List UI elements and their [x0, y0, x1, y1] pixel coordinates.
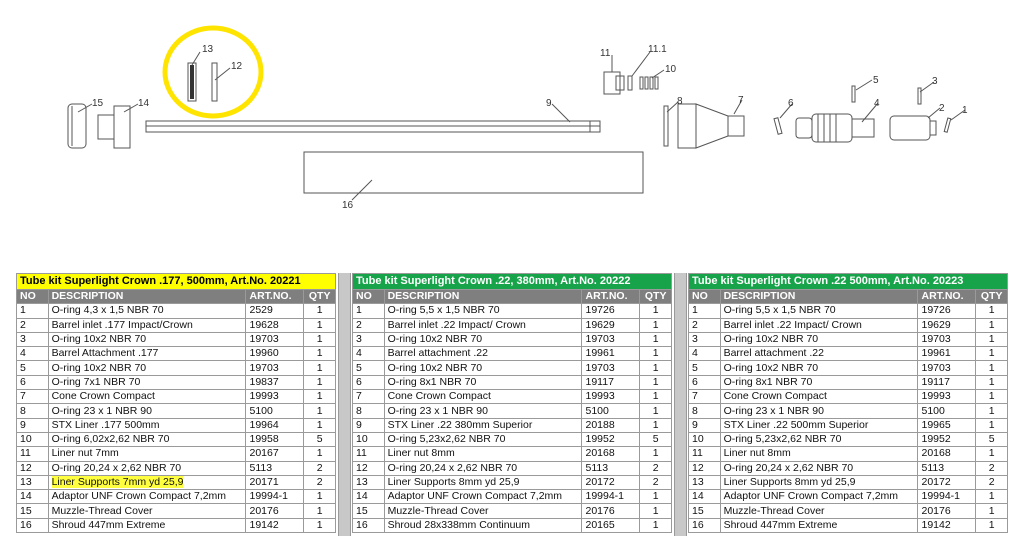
- highlighted-text: Liner Supports 7mm yd 25,9: [51, 476, 184, 488]
- cell-art-no: 19703: [246, 332, 304, 346]
- cell-art-no: 19837: [246, 375, 304, 389]
- col-header-qty: QTY: [976, 290, 1008, 304]
- table-row: [17, 318, 336, 332]
- table-row: [689, 518, 1008, 532]
- table-row: [689, 375, 1008, 389]
- cell-no: 11: [17, 447, 49, 461]
- table-row: [689, 318, 1008, 332]
- table-row: [353, 418, 672, 432]
- cell-description: Cone Crown Compact: [384, 390, 582, 404]
- cell-no: 11: [353, 447, 385, 461]
- cell-art-no: 19993: [918, 390, 976, 404]
- table-row: [689, 347, 1008, 361]
- table-row: [689, 447, 1008, 461]
- cell-qty: 2: [976, 475, 1008, 489]
- table-row: [17, 375, 336, 389]
- cell-art-no: 5113: [246, 461, 304, 475]
- cell-no: 9: [353, 418, 385, 432]
- cell-qty: 1: [976, 361, 1008, 375]
- cell-no: 5: [17, 361, 49, 375]
- cell-art-no: 19629: [918, 318, 976, 332]
- cell-description: [48, 475, 246, 489]
- cell-art-no: 19958: [246, 432, 304, 446]
- cell-no: 5: [353, 361, 385, 375]
- cell-qty: 1: [976, 318, 1008, 332]
- cell-qty: 1: [976, 404, 1008, 418]
- cell-art-no: 19703: [582, 361, 640, 375]
- cell-qty: 1: [640, 404, 672, 418]
- cell-description: O-ring 23 x 1 NBR 90: [384, 404, 582, 418]
- cell-art-no: 19993: [582, 390, 640, 404]
- cell-description: O-ring 23 x 1 NBR 90: [48, 404, 246, 418]
- cell-no: 15: [17, 504, 49, 518]
- table-row: [17, 490, 336, 504]
- cell-qty: 1: [640, 361, 672, 375]
- cell-description: O-ring 10x2 NBR 70: [48, 361, 246, 375]
- table-row: [353, 432, 672, 446]
- cell-description: Shroud 447mm Extreme: [720, 518, 918, 532]
- cell-art-no: 2529: [246, 304, 304, 318]
- col-header-art-no: ART.NO.: [246, 290, 304, 304]
- cell-no: 4: [17, 347, 49, 361]
- cell-qty: 1: [304, 361, 336, 375]
- cell-description: Barrel attachment .22: [720, 347, 918, 361]
- cell-art-no: 19703: [582, 332, 640, 346]
- cell-qty: 5: [304, 432, 336, 446]
- cell-art-no: 19952: [582, 432, 640, 446]
- cell-no: 13: [353, 475, 385, 489]
- cell-no: 1: [17, 304, 49, 318]
- cell-description: O-ring 20,24 x 2,62 NBR 70: [48, 461, 246, 475]
- cell-description: Barrel inlet .22 Impact/ Crown: [384, 318, 582, 332]
- cell-art-no: 19952: [918, 432, 976, 446]
- table-title: Tube kit Superlight Crown .22 500mm, Art.No. 20223: [689, 274, 1008, 290]
- label-13: 13: [202, 44, 214, 55]
- cell-qty: 1: [304, 447, 336, 461]
- label-15: 15: [92, 98, 104, 109]
- cell-no: 8: [689, 404, 721, 418]
- table-title: Tube kit Superlight Crown .22, 380mm, Art.No. 20222: [353, 274, 672, 290]
- cell-no: 16: [689, 518, 721, 532]
- table-row: [17, 361, 336, 375]
- cell-qty: 1: [976, 304, 1008, 318]
- col-header-description: DESCRIPTION: [48, 290, 246, 304]
- parts-table-22-500mm: [688, 273, 1008, 533]
- label-8: 8: [677, 96, 683, 107]
- cell-description: Barrel inlet .22 Impact/ Crown: [720, 318, 918, 332]
- cell-qty: 1: [976, 332, 1008, 346]
- table-row: [17, 332, 336, 346]
- label-3: 3: [932, 76, 938, 87]
- cell-qty: 1: [976, 518, 1008, 532]
- cell-art-no: 19142: [918, 518, 976, 532]
- cell-description: Adaptor UNF Crown Compact 7,2mm: [384, 490, 582, 504]
- cell-art-no: 19965: [918, 418, 976, 432]
- cell-art-no: 19726: [918, 304, 976, 318]
- cell-qty: 5: [976, 432, 1008, 446]
- cell-art-no: 19726: [582, 304, 640, 318]
- cell-description: O-ring 10x2 NBR 70: [384, 332, 582, 346]
- label-12: 12: [231, 61, 243, 72]
- part-12: [212, 63, 217, 101]
- cell-art-no: 20176: [918, 504, 976, 518]
- cell-description: O-ring 5,5 x 1,5 NBR 70: [384, 304, 582, 318]
- cell-no: 1: [353, 304, 385, 318]
- cell-qty: 1: [976, 418, 1008, 432]
- label-4: 4: [874, 98, 880, 109]
- cell-qty: 2: [640, 475, 672, 489]
- cell-description: O-ring 10x2 NBR 70: [720, 361, 918, 375]
- cell-description: O-ring 23 x 1 NBR 90: [720, 404, 918, 418]
- part-7: [678, 104, 744, 148]
- part-9: [146, 121, 600, 132]
- table-row: [689, 404, 1008, 418]
- cell-description: Muzzle-Thread Cover: [384, 504, 582, 518]
- cell-description: Liner nut 8mm: [384, 447, 582, 461]
- part-13: [188, 63, 196, 101]
- cell-no: 7: [353, 390, 385, 404]
- table-row: [689, 418, 1008, 432]
- label-6: 6: [788, 98, 794, 109]
- table-separator: [338, 273, 351, 536]
- table-row: [353, 375, 672, 389]
- cell-no: 6: [689, 375, 721, 389]
- cell-qty: 1: [640, 318, 672, 332]
- table-row: [689, 332, 1008, 346]
- cell-no: 14: [689, 490, 721, 504]
- cell-qty: 1: [304, 347, 336, 361]
- table-row: [353, 447, 672, 461]
- cell-qty: 1: [976, 375, 1008, 389]
- cell-no: 7: [689, 390, 721, 404]
- part-14: [98, 106, 130, 148]
- cell-qty: 1: [304, 375, 336, 389]
- cell-qty: 1: [304, 390, 336, 404]
- col-header-description: DESCRIPTION: [384, 290, 582, 304]
- table-row: [353, 361, 672, 375]
- cell-qty: 1: [640, 490, 672, 504]
- cell-no: 3: [17, 332, 49, 346]
- cell-description: STX Liner .22 500mm Superior: [720, 418, 918, 432]
- label-10: 10: [665, 64, 677, 75]
- cell-no: 15: [689, 504, 721, 518]
- cell-no: 16: [353, 518, 385, 532]
- cell-description: O-ring 20,24 x 2,62 NBR 70: [720, 461, 918, 475]
- part-3: [918, 88, 921, 104]
- col-header-no: NO: [17, 290, 49, 304]
- table-row: [17, 518, 336, 532]
- cell-art-no: 20172: [918, 475, 976, 489]
- cell-art-no: 5113: [918, 461, 976, 475]
- cell-art-no: 19961: [918, 347, 976, 361]
- table-row: [17, 404, 336, 418]
- cell-qty: 1: [640, 447, 672, 461]
- label-5: 5: [873, 75, 879, 86]
- table-row: [689, 304, 1008, 318]
- cell-no: 15: [353, 504, 385, 518]
- table-row: [353, 318, 672, 332]
- cell-art-no: 19703: [246, 361, 304, 375]
- part-1: [944, 118, 951, 132]
- label-11-1: 11.1: [648, 44, 667, 55]
- cell-qty: 1: [304, 404, 336, 418]
- cell-art-no: 20168: [918, 447, 976, 461]
- cell-art-no: 19960: [246, 347, 304, 361]
- cell-art-no: 19703: [918, 361, 976, 375]
- cell-no: 2: [689, 318, 721, 332]
- cell-qty: 1: [304, 490, 336, 504]
- cell-art-no: 19994-1: [246, 490, 304, 504]
- cell-no: 8: [17, 404, 49, 418]
- cell-no: 13: [17, 475, 49, 489]
- table-row: [17, 461, 336, 475]
- table-row: [353, 475, 672, 489]
- highlight-circle: [165, 28, 261, 116]
- cell-qty: 5: [640, 432, 672, 446]
- cell-qty: 1: [640, 504, 672, 518]
- cell-art-no: 19994-1: [582, 490, 640, 504]
- table-row: [17, 304, 336, 318]
- cell-description: O-ring 20,24 x 2,62 NBR 70: [384, 461, 582, 475]
- cell-qty: 1: [640, 518, 672, 532]
- label-7: 7: [738, 95, 744, 106]
- cell-art-no: 20188: [582, 418, 640, 432]
- table-row: [353, 490, 672, 504]
- cell-art-no: 20172: [582, 475, 640, 489]
- table-row: [353, 304, 672, 318]
- part-10: [640, 77, 658, 89]
- cell-qty: 2: [976, 461, 1008, 475]
- cell-qty: 1: [640, 347, 672, 361]
- cell-description: Barrel inlet .177 Impact/Crown: [48, 318, 246, 332]
- table-row: [17, 475, 336, 489]
- part-2: [890, 116, 936, 140]
- part-16: [304, 152, 643, 193]
- cell-qty: 1: [304, 304, 336, 318]
- cell-description: Liner nut 8mm: [720, 447, 918, 461]
- cell-qty: 1: [640, 332, 672, 346]
- label-2: 2: [939, 103, 945, 114]
- cell-qty: 1: [640, 375, 672, 389]
- cell-no: 2: [17, 318, 49, 332]
- cell-no: 11: [689, 447, 721, 461]
- cell-no: 10: [17, 432, 49, 446]
- cell-description: STX Liner .177 500mm: [48, 418, 246, 432]
- cell-art-no: 19703: [918, 332, 976, 346]
- cell-description: O-ring 5,23x2,62 NBR 70: [384, 432, 582, 446]
- table-row: [689, 475, 1008, 489]
- table-row: [689, 504, 1008, 518]
- cell-no: 8: [353, 404, 385, 418]
- cell-qty: 1: [304, 318, 336, 332]
- cell-no: 2: [353, 318, 385, 332]
- part-15: [68, 104, 86, 148]
- cell-art-no: 19993: [246, 390, 304, 404]
- cell-description: Liner Supports 8mm yd 25,9: [384, 475, 582, 489]
- cell-qty: 1: [304, 418, 336, 432]
- cell-qty: 1: [304, 518, 336, 532]
- cell-qty: 2: [304, 475, 336, 489]
- cell-no: 1: [689, 304, 721, 318]
- cell-description: O-ring 5,5 x 1,5 NBR 70: [720, 304, 918, 318]
- cell-description: Liner nut 7mm: [48, 447, 246, 461]
- exploded-parts-diagram: [0, 0, 1023, 265]
- cell-qty: 1: [640, 390, 672, 404]
- part-11: [604, 72, 624, 94]
- cell-art-no: 19994-1: [918, 490, 976, 504]
- cell-art-no: 5113: [582, 461, 640, 475]
- cell-no: 16: [17, 518, 49, 532]
- col-header-qty: QTY: [304, 290, 336, 304]
- table-row: [353, 332, 672, 346]
- cell-no: 6: [353, 375, 385, 389]
- cell-art-no: 19628: [246, 318, 304, 332]
- cell-qty: 1: [976, 504, 1008, 518]
- table-row: [17, 390, 336, 404]
- cell-description: O-ring 4,3 x 1,5 NBR 70: [48, 304, 246, 318]
- cell-description: Muzzle-Thread Cover: [720, 504, 918, 518]
- cell-qty: 1: [304, 504, 336, 518]
- cell-art-no: 20171: [246, 475, 304, 489]
- cell-no: 10: [353, 432, 385, 446]
- cell-qty: 1: [976, 347, 1008, 361]
- cell-qty: 1: [640, 304, 672, 318]
- parts-table-177-500mm: [16, 273, 336, 533]
- cell-art-no: 20165: [582, 518, 640, 532]
- cell-art-no: 19629: [582, 318, 640, 332]
- part-11-1: [628, 76, 632, 90]
- table-separator: [674, 273, 687, 536]
- label-1: 1: [962, 105, 968, 116]
- table-row: [353, 390, 672, 404]
- cell-description: O-ring 8x1 NBR 70: [720, 375, 918, 389]
- col-header-qty: QTY: [640, 290, 672, 304]
- cell-art-no: 20176: [582, 504, 640, 518]
- cell-description: Shroud 447mm Extreme: [48, 518, 246, 532]
- cell-description: O-ring 8x1 NBR 70: [384, 375, 582, 389]
- cell-art-no: 19961: [582, 347, 640, 361]
- cell-description: O-ring 10x2 NBR 70: [720, 332, 918, 346]
- table-row: [353, 518, 672, 532]
- cell-no: 3: [689, 332, 721, 346]
- cell-qty: 1: [976, 447, 1008, 461]
- cell-no: 14: [353, 490, 385, 504]
- cell-no: 12: [17, 461, 49, 475]
- cell-description: Adaptor UNF Crown Compact 7,2mm: [48, 490, 246, 504]
- cell-no: 10: [689, 432, 721, 446]
- cell-qty: 2: [304, 461, 336, 475]
- part-6: [774, 118, 782, 134]
- cell-description: Adaptor UNF Crown Compact 7,2mm: [720, 490, 918, 504]
- cell-description: O-ring 6,02x2,62 NBR 70: [48, 432, 246, 446]
- cell-description: O-ring 10x2 NBR 70: [384, 361, 582, 375]
- cell-no: 4: [689, 347, 721, 361]
- cell-art-no: 5100: [918, 404, 976, 418]
- cell-qty: 1: [304, 332, 336, 346]
- cell-art-no: 5100: [246, 404, 304, 418]
- cell-no: 12: [353, 461, 385, 475]
- cell-description: Cone Crown Compact: [48, 390, 246, 404]
- cell-art-no: 20176: [246, 504, 304, 518]
- table-row: [353, 461, 672, 475]
- label-16: 16: [342, 200, 354, 211]
- cell-description: STX Liner .22 380mm Superior: [384, 418, 582, 432]
- table-row: [689, 461, 1008, 475]
- col-header-description: DESCRIPTION: [720, 290, 918, 304]
- table-row: [17, 447, 336, 461]
- table-row: [689, 390, 1008, 404]
- cell-art-no: 20168: [582, 447, 640, 461]
- cell-art-no: 19142: [246, 518, 304, 532]
- label-9: 9: [546, 98, 552, 109]
- cell-qty: 1: [640, 418, 672, 432]
- cell-art-no: 19117: [582, 375, 640, 389]
- label-14: 14: [138, 98, 150, 109]
- cell-qty: 1: [976, 490, 1008, 504]
- parts-table-22-380mm: [352, 273, 672, 533]
- table-row: [353, 404, 672, 418]
- cell-art-no: 19964: [246, 418, 304, 432]
- cell-qty: 1: [976, 390, 1008, 404]
- cell-no: 9: [689, 418, 721, 432]
- part-4: [796, 114, 874, 142]
- cell-description: Muzzle-Thread Cover: [48, 504, 246, 518]
- cell-no: 3: [353, 332, 385, 346]
- cell-description: Shroud 28x338mm Continuum: [384, 518, 582, 532]
- cell-description: Barrel Attachment .177: [48, 347, 246, 361]
- cell-description: Cone Crown Compact: [720, 390, 918, 404]
- cell-description: O-ring 7x1 NBR 70: [48, 375, 246, 389]
- table-row: [17, 347, 336, 361]
- cell-qty: 2: [640, 461, 672, 475]
- table-row: [17, 432, 336, 446]
- cell-no: 4: [353, 347, 385, 361]
- label-11: 11: [600, 48, 611, 59]
- col-header-no: NO: [353, 290, 385, 304]
- col-header-no: NO: [689, 290, 721, 304]
- cell-art-no: 20167: [246, 447, 304, 461]
- cell-description: Liner Supports 8mm yd 25,9: [720, 475, 918, 489]
- table-row: [689, 361, 1008, 375]
- table-row: [17, 504, 336, 518]
- cell-no: 5: [689, 361, 721, 375]
- col-header-art-no: ART.NO.: [582, 290, 640, 304]
- table-row: [17, 418, 336, 432]
- cell-no: 6: [17, 375, 49, 389]
- cell-no: 12: [689, 461, 721, 475]
- cell-art-no: 5100: [582, 404, 640, 418]
- table-row: [689, 432, 1008, 446]
- table-row: [353, 347, 672, 361]
- table-row: [689, 490, 1008, 504]
- cell-art-no: 19117: [918, 375, 976, 389]
- cell-no: 13: [689, 475, 721, 489]
- cell-description: Barrel attachment .22: [384, 347, 582, 361]
- cell-no: 9: [17, 418, 49, 432]
- part-5: [852, 86, 855, 102]
- cell-no: 7: [17, 390, 49, 404]
- cell-no: 14: [17, 490, 49, 504]
- cell-description: O-ring 10x2 NBR 70: [48, 332, 246, 346]
- table-row: [353, 504, 672, 518]
- cell-description: O-ring 5,23x2,62 NBR 70: [720, 432, 918, 446]
- table-title: Tube kit Superlight Crown .177, 500mm, Art.No. 20221: [17, 274, 336, 290]
- col-header-art-no: ART.NO.: [918, 290, 976, 304]
